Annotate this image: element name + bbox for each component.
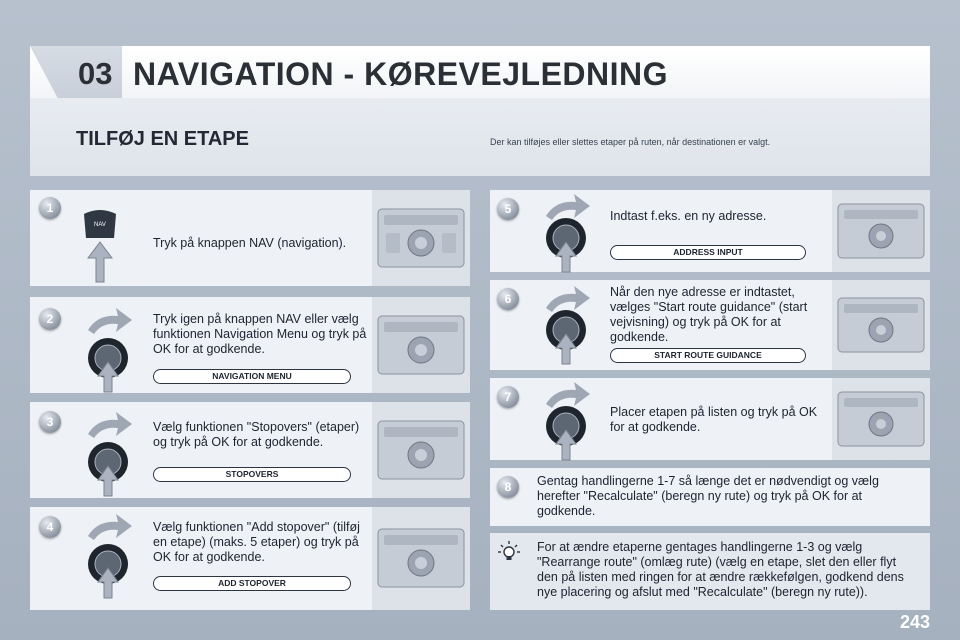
intro-text: Der kan tilføjes eller slettes etaper på ruten, når destinationen er valgt. [490,137,771,147]
step-text-7: Placer etapen på listen og tryk på OK for at godkende. [610,405,818,434]
car-radio-icon [838,200,924,262]
page-title: NAVIGATION - KØREVEJLEDNING [133,56,669,92]
radio-illustration [832,378,930,460]
menu-label-3: STOPOVERS [153,467,351,482]
car-radio-icon [378,523,464,593]
car-radio-icon [378,310,464,380]
car-radio-icon [838,388,924,450]
radio-illustration [832,190,930,272]
step-text-5: Indtast f.eks. en ny adresse. [610,209,767,223]
nav-button-label: NAV [94,222,106,228]
rotary-knob-icon [80,306,136,392]
step-number-1: 1 [39,197,61,219]
car-radio-icon [378,203,464,273]
rotary-knob-icon [80,410,136,496]
step-text-1: Tryk på knappen NAV (navigation). [153,236,347,250]
menu-label-6: START ROUTE GUIDANCE [610,348,806,363]
rotary-knob-icon [538,284,594,370]
step-number-3: 3 [39,411,61,433]
step-number-2: 2 [39,308,61,330]
step-number-7: 7 [497,386,519,408]
step-number-8: 8 [497,476,519,498]
page-number: 243 [900,612,931,632]
step-number-5: 5 [497,198,519,220]
radio-illustration [372,402,470,498]
step-text-3: Vælg funktionen "Stopovers" (etaper) og tryk på OK for at godkende. [153,420,360,449]
radio-illustration [372,190,470,286]
step-text-4: Vælg funktionen "Add stopover" (tilføj en etape) (maks. 5 etaper) og tryk på OK for at godkende. [153,520,360,564]
menu-label-2: NAVIGATION MENU [153,369,351,384]
section-subtitle: TILFØJ EN ETAPE [76,128,249,150]
radio-illustration [372,297,470,393]
lightbulb-icon [498,540,520,562]
rotary-knob-icon [538,192,594,278]
car-radio-icon [378,415,464,485]
rotary-knob-icon [538,380,594,466]
radio-illustration [832,280,930,370]
chapter-number: 03 [78,56,113,91]
step-text-2: Tryk igen på knappen NAV eller vælg funktionen Navigation Menu og tryk på OK for at godkende. [153,312,367,356]
car-radio-icon [838,294,924,356]
step-text-6: Når den nye adresse er indtastet, vælges "Start route guidance" (start vejvisning) og tryk på OK for at godkende. [610,285,808,344]
nav-button-press-icon [80,206,120,286]
menu-label-4: ADD STOPOVER [153,576,351,591]
tip-text: For at ændre etaperne gentages handlingerne 1-3 og vælg "Rearrange route" (omlæg rute) (vælg en etape, slet den eller flyt den på listen med ringen for at ændre rækkefølgen, godkend dens nye placering og afslut med "Recalculate" (beregn ny rute)). [537,540,904,599]
menu-label-5: ADDRESS INPUT [610,245,806,260]
step-text-8: Gentag handlingerne 1-7 så længe det er nødvendigt og vælg herefter "Recalculate" (beregn ny rute) og tryk på OK for at godkende. [537,474,879,518]
step-number-6: 6 [497,288,519,310]
radio-illustration [372,507,470,610]
rotary-knob-icon [80,512,136,598]
step-number-4: 4 [39,516,61,538]
